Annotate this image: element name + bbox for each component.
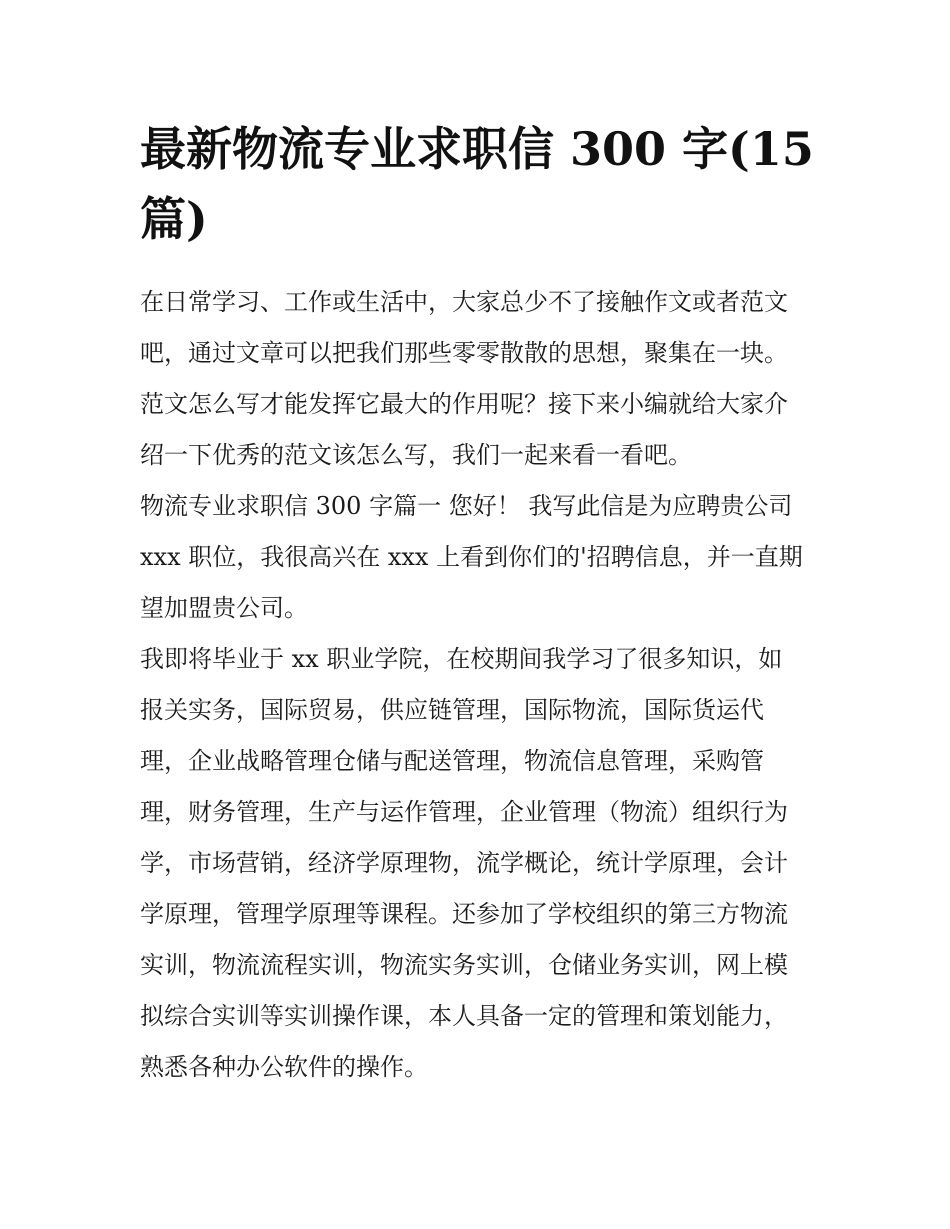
body-line: 吧，通过文章可以把我们那些零零散散的思想，聚集在一块。 [140, 339, 788, 367]
body-line: 熟悉各种办公软件的操作。 [140, 1053, 428, 1081]
body-line: 报关实务，国际贸易，供应链管理，国际物流，国际货运代 [140, 696, 764, 724]
title-line: 篇) [140, 192, 208, 246]
body-line: 在日常学习、工作或生活中，大家总少不了接触作文或者范文 [140, 288, 788, 316]
body-line: 我即将毕业于 xx 职业学院，在校期间我学习了很多知识，如 [140, 645, 783, 673]
body-line: 理，财务管理，生产与运作管理，企业管理（物流）组织行为 [140, 798, 788, 826]
body-line: 绍一下优秀的范文该怎么写，我们一起来看一看吧。 [140, 441, 692, 469]
body-line: 实训，物流流程实训，物流实务实训，仓储业务实训，网上模 [140, 951, 788, 979]
title-line: 最新物流专业求职信 300 字(15 [140, 122, 814, 176]
document-title [140, 114, 820, 254]
body-line: 理，企业战略管理仓储与配送管理，物流信息管理，采购管 [140, 747, 764, 775]
body-line: xxx 职位，我很高兴在 xxx 上看到你们的'招聘信息，并一直期 [140, 543, 803, 571]
body-line: 范文怎么写才能发挥它最大的作用呢？接下来小编就给大家介 [140, 390, 788, 418]
body-line: 拟综合实训等实训操作课，本人具备一定的管理和策划能力， [140, 1002, 788, 1030]
body-line: 学原理，管理学原理等课程。还参加了学校组织的第三方物流 [140, 900, 788, 928]
document-body [140, 277, 820, 1093]
body-line: 学，市场营销，经济学原理物，流学概论，统计学原理，会计 [140, 849, 788, 877]
body-line: 望加盟贵公司。 [140, 594, 308, 622]
body-line: 物流专业求职信 300 字篇一 您好！ 我写此信是为应聘贵公司 [140, 492, 793, 520]
